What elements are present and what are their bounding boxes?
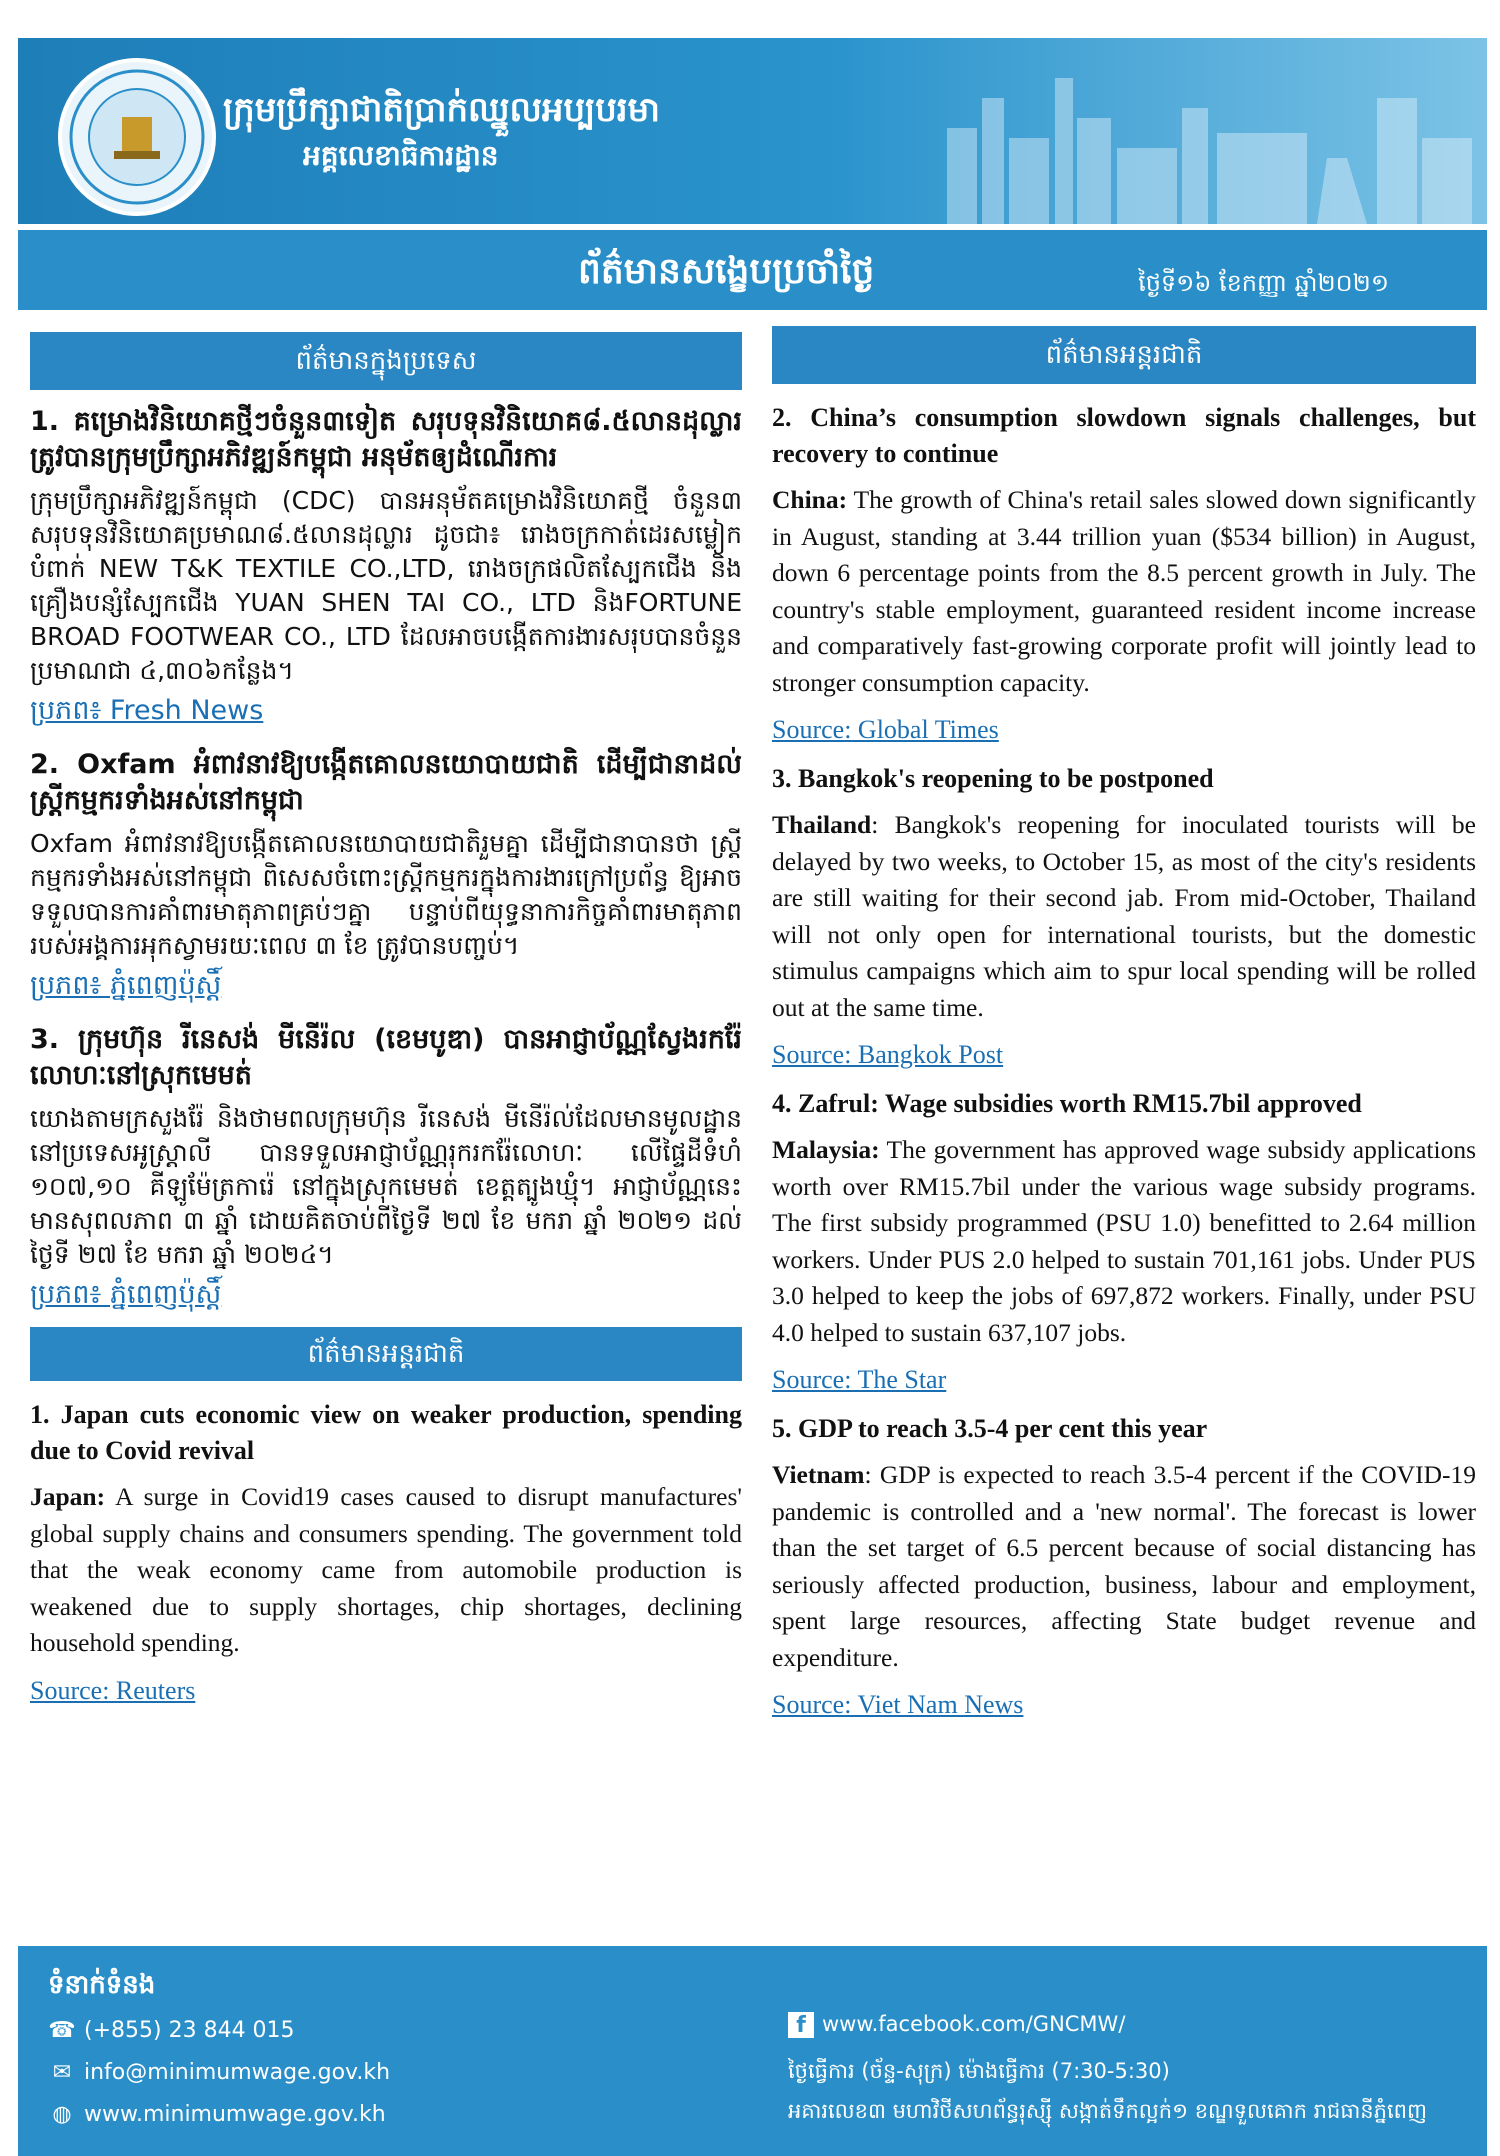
news-source-link[interactable]: Source: Global Times bbox=[772, 715, 999, 744]
news-source-link[interactable]: ប្រភព៖ Fresh News bbox=[30, 695, 264, 726]
facebook-row bbox=[788, 2012, 1125, 2038]
right-column bbox=[772, 326, 1476, 1720]
bulletin-date: ថ្ងៃទី១៦ ខែកញ្ញា ឆ្នាំ២០២១ bbox=[1138, 269, 1389, 297]
intl-item-3 bbox=[772, 761, 1476, 1070]
intl-item-1 bbox=[30, 1397, 742, 1706]
header-banner bbox=[18, 38, 1487, 224]
news-source-link[interactable]: Source: Reuters bbox=[30, 1675, 196, 1705]
news-source-link[interactable]: ប្រភព៖ ភ្នំពេញប៉ុស្តិ៍ bbox=[30, 1279, 222, 1310]
news-source-link[interactable]: ប្រភព៖ ភ្នំពេញប៉ុស្តិ៍ bbox=[30, 970, 222, 1001]
news-title: 1. គម្រោងវិនិយោគថ្មីៗចំនួន៣ទៀត សរុបទុនវិនិយោគ៨.៥លានដុល្លារ ត្រូវបានក្រុមប្រឹក្សាអភិវឌ្ឍន៍កម្ពុជា អនុម័តឲ្យដំណើរការ bbox=[30, 406, 742, 473]
news-body: China: The growth of China's retail sales slowed down significantly in August, standing at 3.44 trillion yuan ($534 billion) in August, down 6 percentage points from the 8.5 percent growth in July. The country's stable employment, guaranteed resident income increase and comparatively fast-growing corporate profit will jointly lead to stronger consumption capacity. bbox=[772, 485, 1476, 697]
domestic-news-heading: ព័ត៌មានក្នុងប្រទេស bbox=[30, 332, 742, 390]
phone-icon: ☎ bbox=[48, 2018, 76, 2043]
email-link[interactable]: info@minimumwage.gov.kh bbox=[84, 2060, 391, 2085]
news-body: ក្រុមប្រឹក្សាអភិវឌ្ឍន៍កម្ពុជា (CDC) បានអនុម័តគម្រោងវិនិយោគថ្មី ចំនួន៣ សរុបទុនវិនិយោគប្រមាណ៨.៥លានដុល្លារ ដូចជា៖ រោងចក្រកាត់ដេរសម្លៀកបំពាក់ NEW T&K TEXTILE CO.,LTD, រោងចក្រផលិតស្បែកជើង និងគ្រឿងបន្សំស្បែកជើង YUAN SHEN TAI CO., LTD និងFORTUNE BROAD FOOTWEAR CO., LTD ដែលអាចបង្កើតការងារសរុបបានចំនួនប្រមាណជា ៤,៣០៦កន្លែង។ bbox=[30, 486, 742, 685]
mail-icon: ✉ bbox=[52, 2060, 72, 2085]
footer bbox=[18, 1946, 1487, 2156]
title-band bbox=[18, 230, 1487, 310]
globe-icon: ◍ bbox=[52, 2102, 72, 2127]
news-body: Oxfam អំពាវនាវឱ្យបង្កើតគោលនយោបាយជាតិរួមគ្នា ដើម្បីជានាបានថា ស្ត្រីកម្មករទាំងអស់នៅកម្ពុជា ពិសេសចំពោះស្ត្រីកម្មករក្នុងការងារក្រៅប្រព័ន្ធ ឱ្យអាចទទួលបានការគាំពារមាតុភាពគ្រប់ៗគ្នា បន្ទាប់ពីយុទ្ធនាការកិច្ចគាំពារមាតុភាពរបស់អង្គការអុកស្វាមរយៈពេល ៣ ខែ ត្រូវបានបញ្ចប់។ bbox=[30, 829, 742, 960]
office-hours: ថ្ងៃធ្វើការ (ច័ន្ទ-សុក្រ) ម៉ោងធ្វើការ (7:30-5:30) bbox=[788, 2059, 1170, 2083]
website-row bbox=[48, 2102, 386, 2127]
international-news-heading-right: ព័ត៌មានអន្តរជាតិ bbox=[772, 326, 1476, 384]
council-logo bbox=[58, 58, 216, 216]
news-source-link[interactable]: Source: The Star bbox=[772, 1365, 947, 1394]
website-link[interactable]: www.minimumwage.gov.kh bbox=[84, 2102, 386, 2127]
news-body: Malaysia: The government has approved wage subsidy applications worth over RM15.7bil under the various wage subsidy programs. The first subsidy programmed (PSU 1.0) benefitted to 2.64 million workers. Under PUS 2.0 helped to sustain 701,161 jobs. Under PUS 3.0 helped to keep the jobs of 697,872 workers. Finally, under PSU 4.0 helped to sustain 637,107 jobs. bbox=[772, 1135, 1476, 1347]
left-column bbox=[30, 332, 742, 1706]
news-country: China: bbox=[772, 485, 848, 514]
city-port-illustration bbox=[927, 38, 1487, 224]
intl-item-4 bbox=[772, 1086, 1476, 1395]
intl-item-5 bbox=[772, 1411, 1476, 1720]
news-source-link[interactable]: Source: Bangkok Post bbox=[772, 1040, 1004, 1069]
news-title: 5. GDP to reach 3.5-4 per cent this year bbox=[772, 1414, 1208, 1443]
org-subtitle: អគ្គលេខាធិការដ្ឋាន bbox=[303, 139, 499, 172]
news-title: 4. Zafrul: Wage subsidies worth RM15.7bil approved bbox=[772, 1089, 1362, 1118]
facebook-icon: f bbox=[788, 2012, 814, 2038]
domestic-item-3 bbox=[30, 1022, 742, 1317]
news-body: យោងតាមក្រសួងរ៉ែ និងថាមពលក្រុមហ៊ុន រីនេសង់ មីនើរ៉ល់ដែលមានមូលដ្ឋាននៅប្រទេសអូស្ត្រាលី បានទទួលអាជ្ញាប័ណ្ណរុករករ៉ែលោហៈ លើផ្ទៃដីទំហំ ១០៧,១០ គីឡូម៉ែត្រការ៉េ នៅក្នុងស្រុកមេមត់ ខេត្តត្បូងឃ្មុំ។ អាជ្ញាប័ណ្ណនេះមានសុពលភាព ៣ ឆ្នាំ ដោយគិតចាប់ពីថ្ងៃទី ២៧ ខែ មករា ឆ្នាំ ២០២១ ដល់ថ្ងៃទី ២៧ ខែ មករា ឆ្នាំ ២០២៤។ bbox=[30, 1104, 742, 1269]
contact-label: ទំនាក់ទំនង bbox=[48, 1970, 156, 2000]
news-country: Malaysia: bbox=[772, 1135, 880, 1164]
news-country: Vietnam bbox=[772, 1460, 865, 1489]
email-row bbox=[48, 2060, 390, 2085]
news-body: Japan: A surge in Covid19 cases caused to disrupt manufactures' global supply chains and consumers spending. The government told that the weak economy came from automobile production is weakened due to supply shortages, chip shortages, declining household spending. bbox=[30, 1482, 742, 1657]
news-country: Thailand bbox=[772, 810, 872, 839]
domestic-item-2 bbox=[30, 747, 742, 1008]
facebook-link[interactable]: www.facebook.com/GNCMW/ bbox=[822, 2012, 1126, 2036]
international-news-heading-left: ព័ត៌មានអន្តរជាតិ bbox=[30, 1327, 742, 1381]
news-title: 3. Bangkok's reopening to be postponed bbox=[772, 764, 1214, 793]
phone-number: (+855) 23 844 015 bbox=[84, 2018, 295, 2043]
news-title: 1. Japan cuts economic view on weaker production, spending due to Covid revival bbox=[30, 1400, 742, 1465]
phone-row bbox=[48, 2018, 295, 2043]
news-title: 2. China’s consumption slowdown signals challenges, but recovery to continue bbox=[772, 403, 1476, 468]
news-title: 3. ក្រុមហ៊ុន រីនេសង់ មីនើរ៉ល (ខេមបូឌា) បានអាជ្ញាប័ណ្ណស្វែងរករ៉ែលោហៈនៅស្រុកមេមត់ bbox=[30, 1024, 742, 1091]
news-body: Thailand: Bangkok's reopening for inoculated tourists will be delayed by two weeks, to October 15, as most of the city's residents are still waiting for their second jab. From mid-October, Thailand will not only open for international tourists, but the domestic stimulus campaigns which aim to spur local spending will be rolled out at the same time. bbox=[772, 810, 1476, 1022]
domestic-item-1 bbox=[30, 404, 742, 733]
bulletin-title: ព័ត៌មានសង្ខេបប្រចាំថ្ងៃ bbox=[578, 251, 875, 292]
org-name: ក្រុមប្រឹក្សាជាតិប្រាក់ឈ្នួលអប្បបរមា bbox=[223, 90, 660, 130]
intl-item-2 bbox=[772, 400, 1476, 745]
news-source-link[interactable]: Source: Viet Nam News bbox=[772, 1690, 1024, 1719]
news-country: Japan: bbox=[30, 1482, 106, 1511]
news-body: Vietnam: GDP is expected to reach 3.5-4 percent if the COVID-19 pandemic is controlled and a 'new normal'. The forecast is lower than the set target of 6.5 percent because of social distancing has seriously affected production, business, labour and employment, spent large resources, affecting State budget revenue and expenditure. bbox=[772, 1460, 1476, 1672]
news-title: 2. Oxfam អំពាវនាវឱ្យបង្កើតគោលនយោបាយជាតិ ដើម្បីជានាដល់ស្ត្រីកម្មករទាំងអស់នៅកម្ពុជា bbox=[30, 749, 742, 816]
office-address: អគារលេខ៣ មហាវិថីសហព័ន្ធរុស្ស៊ី សង្កាត់ទឹកល្អក់១ ខណ្ឌទួលគោក រាជធានីភ្នំពេញ bbox=[788, 2099, 1427, 2123]
